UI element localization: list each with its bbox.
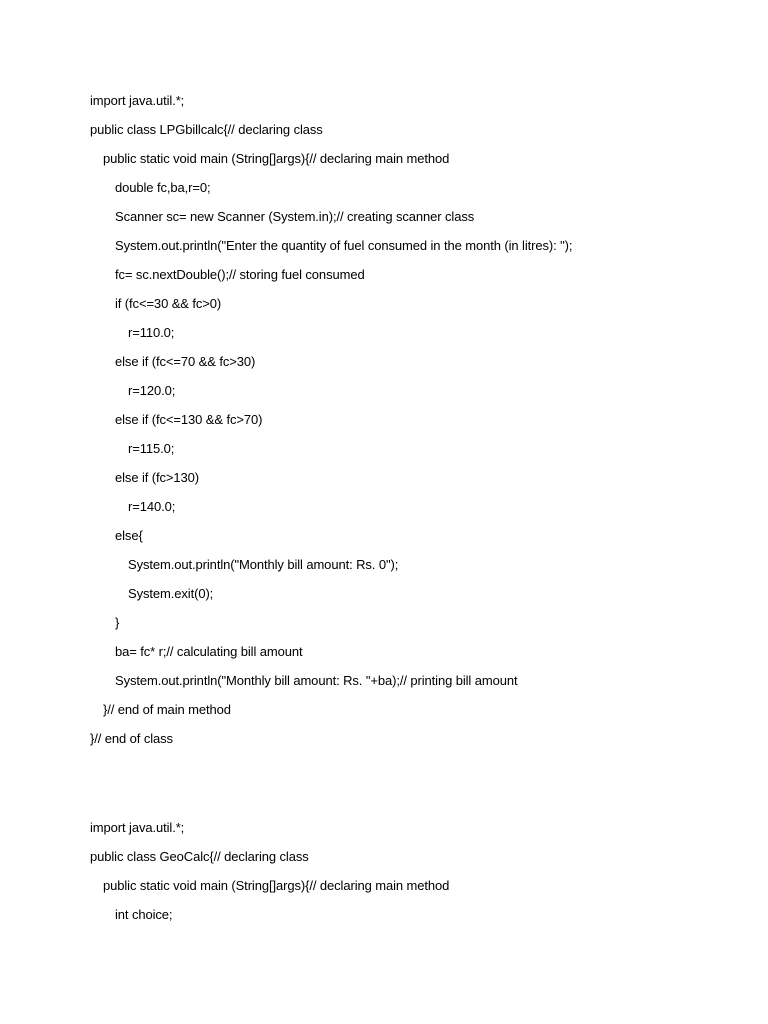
code-line: public static void main (String[]args){// declaring main method — [103, 878, 450, 893]
code-line: System.exit(0); — [128, 586, 214, 601]
code-line: ba= fc* r;// calculating bill amount — [115, 644, 303, 659]
code-line: }// end of class — [90, 731, 173, 746]
code-block-lpg-bill-calc — [90, 93, 730, 760]
code-line: r=110.0; — [128, 325, 175, 340]
code-line: else if (fc<=70 && fc>30) — [115, 354, 256, 369]
code-line: public static void main (String[]args){// declaring main method — [103, 151, 450, 166]
code-line: Scanner sc= new Scanner (System.in);// creating scanner class — [115, 209, 475, 224]
code-line: r=120.0; — [128, 383, 176, 398]
code-line: else{ — [115, 528, 143, 543]
code-line: System.out.println("Monthly bill amount: Rs. 0"); — [128, 557, 399, 572]
code-line: }// end of main method — [103, 702, 231, 717]
code-line: fc= sc.nextDouble();// storing fuel consumed — [115, 267, 365, 282]
code-line: System.out.println("Monthly bill amount: Rs. "+ba);// printing bill amount — [115, 673, 518, 688]
code-line: System.out.println("Enter the quantity of fuel consumed in the month (in litres): "); — [115, 238, 573, 253]
code-line: public class GeoCalc{// declaring class — [90, 849, 309, 864]
code-line: double fc,ba,r=0; — [115, 180, 211, 195]
code-line: r=140.0; — [128, 499, 176, 514]
code-line: public class LPGbillcalc{// declaring class — [90, 122, 323, 137]
code-line: if (fc<=30 && fc>0) — [115, 296, 222, 311]
code-line: import java.util.*; — [90, 93, 185, 108]
code-line: r=115.0; — [128, 441, 175, 456]
code-line: else if (fc<=130 && fc>70) — [115, 412, 263, 427]
code-line: import java.util.*; — [90, 820, 185, 835]
code-line: } — [115, 615, 120, 630]
code-block-geo-calc — [90, 820, 730, 936]
code-line: int choice; — [115, 907, 173, 922]
code-line: else if (fc>130) — [115, 470, 200, 485]
